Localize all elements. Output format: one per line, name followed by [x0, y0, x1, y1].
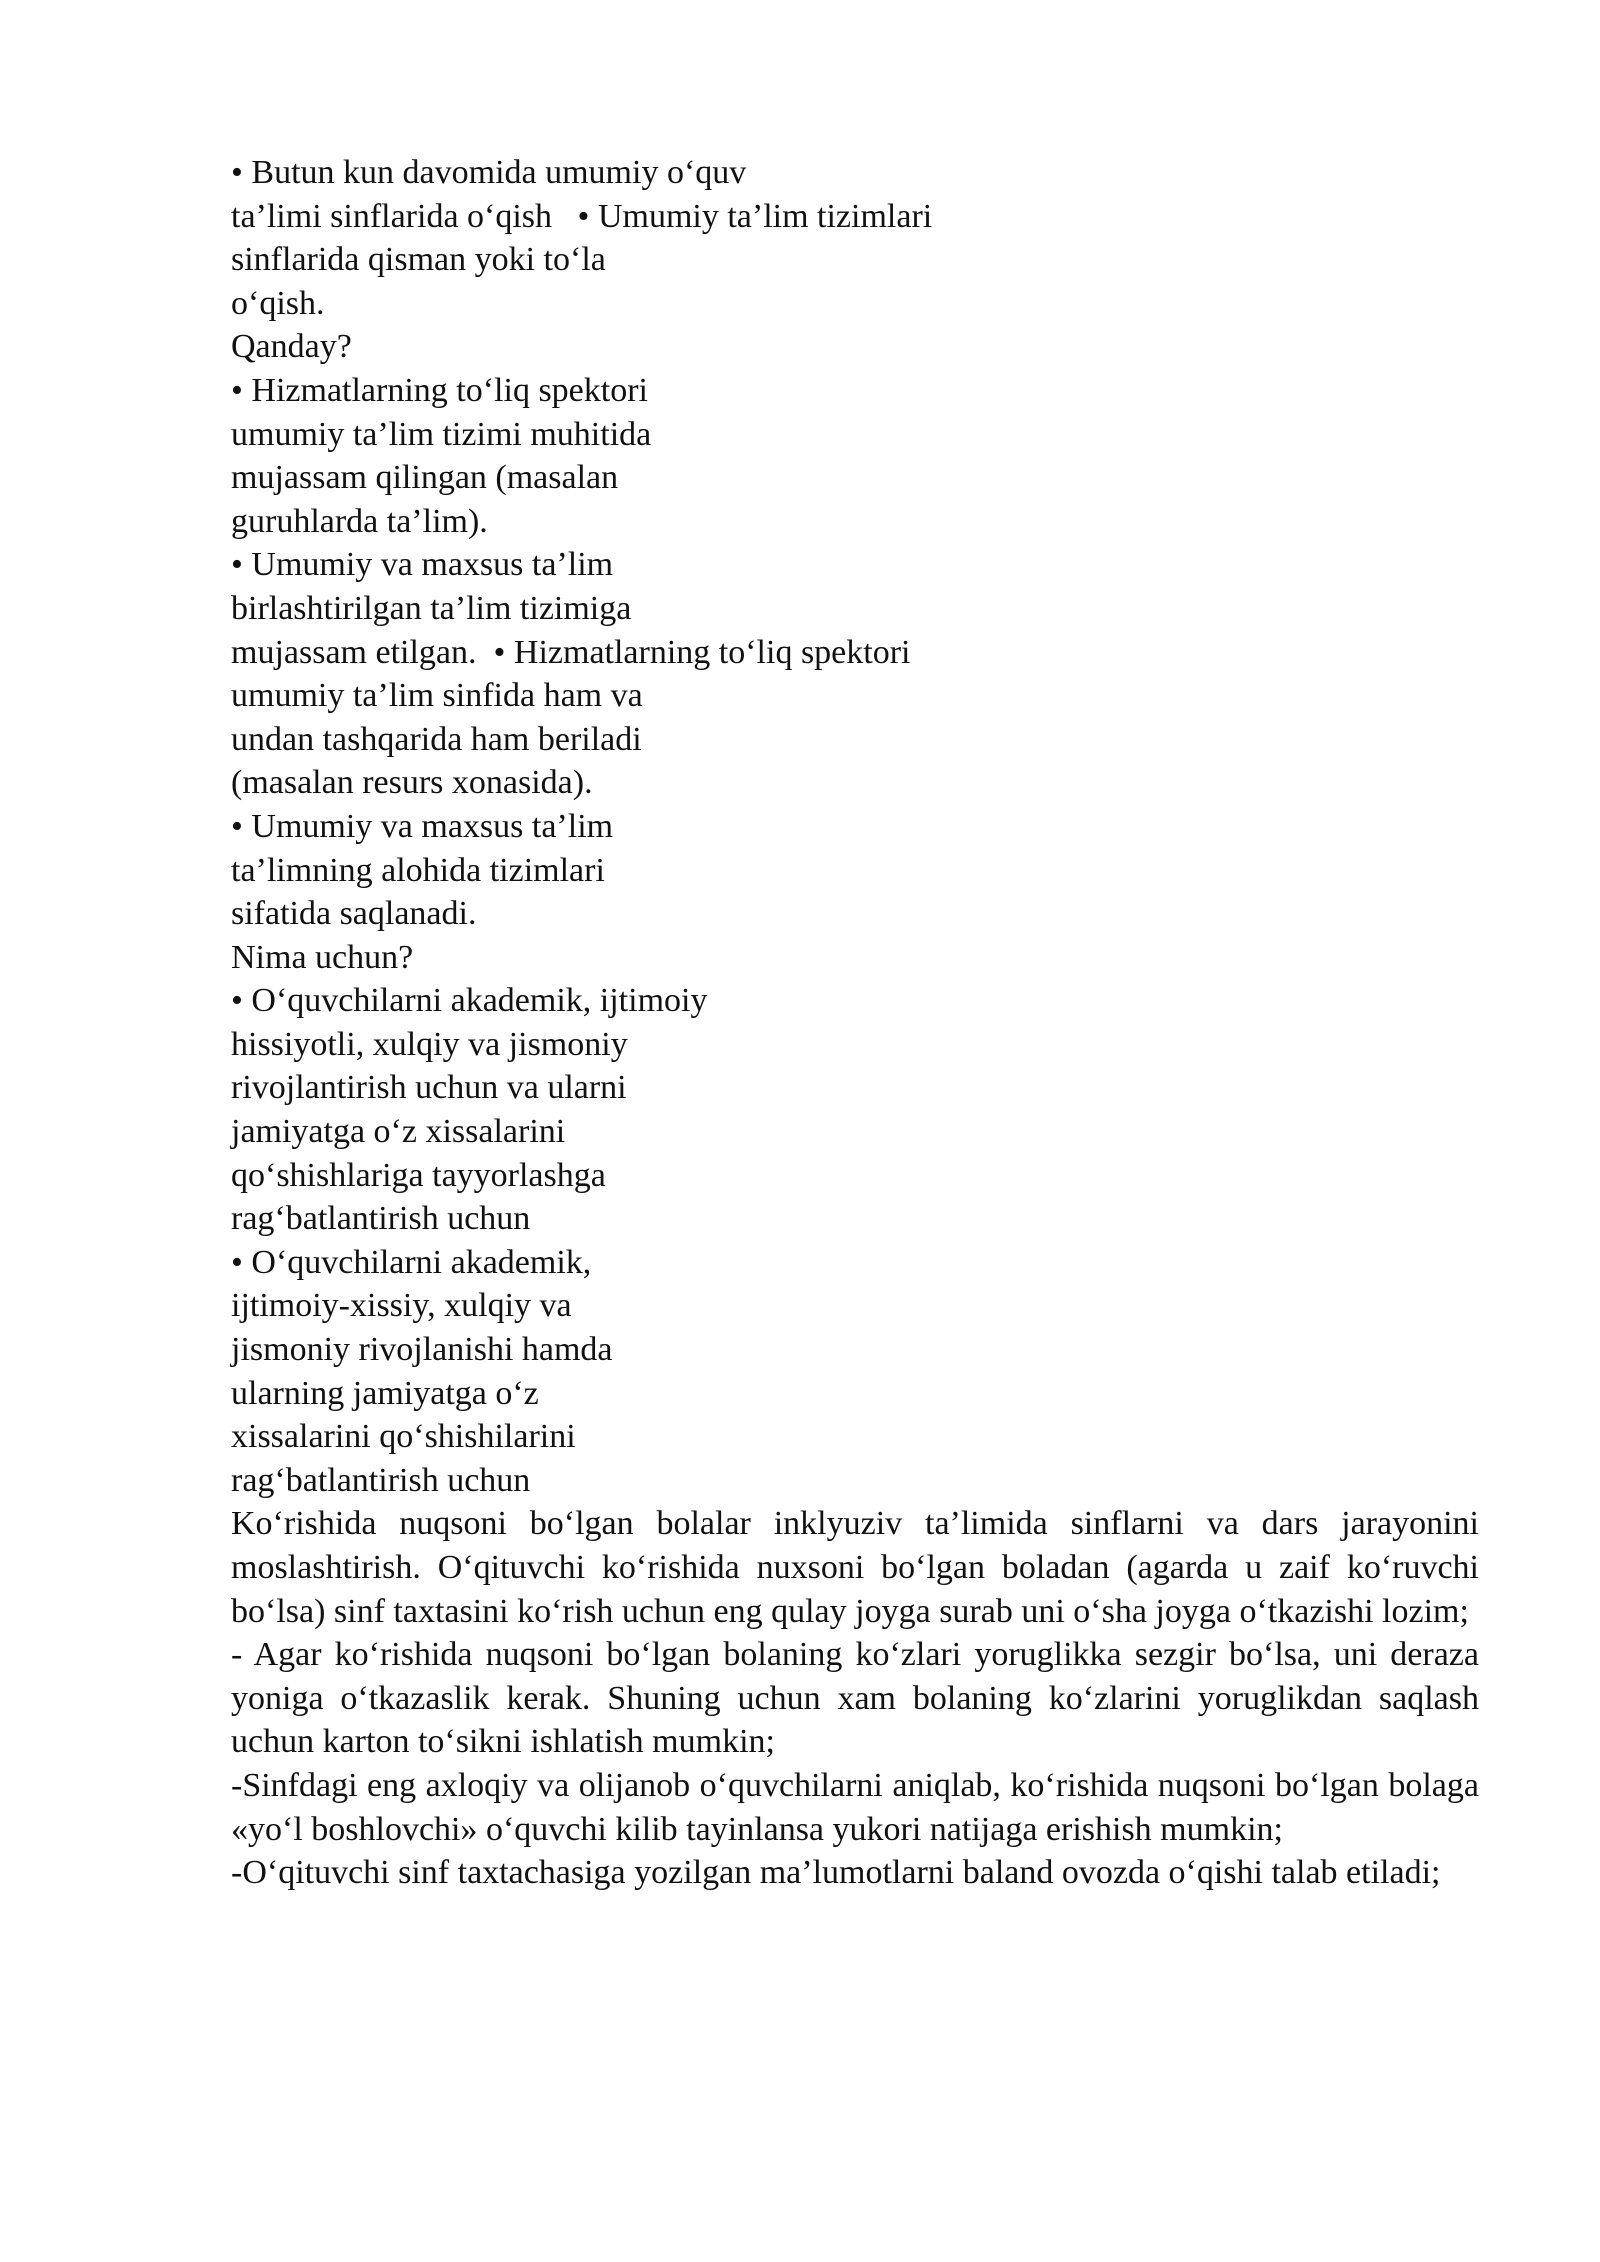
text-line: jismoniy rivojlanishi hamda [231, 1331, 613, 1369]
text-line: • O‘quvchilarni akademik, [231, 1243, 592, 1281]
text-line: sifatida saqlanadi. [231, 895, 477, 933]
text-line: qo‘shishlariga tayyorlashga [231, 1156, 606, 1194]
section-heading-qanday: Qanday? [231, 328, 352, 366]
section-heading-nima-uchun: Nima uchun? [231, 938, 414, 976]
text-line: umumiy ta’lim tizimi muhitida [231, 415, 652, 453]
text-line: o‘qish. [231, 284, 325, 322]
text-line: xissalarini qo‘shishilarini [231, 1418, 576, 1456]
text-line: • Umumiy va maxsus ta’lim [231, 546, 614, 584]
text-line: • Umumiy va maxsus ta’lim [231, 807, 614, 845]
text-line: mujassam qilingan (masalan [231, 459, 619, 497]
text-line: umumiy ta’lim sinfida ham va [231, 677, 643, 715]
text-line: guruhlarda ta’lim). [231, 502, 488, 540]
text-line: • Butun kun davomida umumiy o‘quv [231, 154, 747, 191]
text-line: sinflarida qisman yoki to‘la [231, 241, 606, 279]
text-line: (masalan resurs xonasida). [231, 764, 593, 802]
text-line: jamiyatga o‘z xissalarini [231, 1113, 566, 1151]
text-line: ta’limi sinflarida o‘qish • Umumiy ta’lim tizimlari [231, 197, 933, 235]
body-paragraph: - Agar ko‘rishida nuqsoni bo‘lgan bolaning ko‘zlari yoruglikka sezgir bo‘lsa, uni deraza yoniga o‘tkazaslik kerak. Shuning uchun xam bolaning ko‘zlarini yoruglikdan saqlash uchun karton to‘sikni ishlatish mumkin; [231, 1636, 1479, 1761]
text-line: • O‘quvchilarni akademik, ijtimoiy [231, 982, 708, 1020]
text-line: mujassam etilgan. • Hizmatlarning to‘liq spektori [231, 633, 911, 671]
document-body [231, 151, 1479, 1895]
text-line: rag‘batlantirish uchun [231, 1200, 531, 1238]
body-paragraph: -O‘qituvchi sinf taxtachasiga yozilgan ma’lumotlarni baland ovozda o‘qishi talab etiladi; [231, 1854, 1441, 1892]
body-paragraph: -Sinfdagi eng axloqiy va olijanob o‘quvchilarni aniqlab, ko‘rishida nuqsoni bo‘lgan bolaga «yo‘l boshlovchi» o‘quvchi kilib tayinlansa yukori natijaga erishish mumkin; [231, 1766, 1479, 1848]
text-line: hissiyotli, xulqiy va jismoniy [231, 1025, 628, 1063]
text-line: ijtimoiy-xissiy, xulqiy va [231, 1287, 572, 1325]
text-line: • Hizmatlarning to‘liq spektori [231, 371, 648, 409]
text-line: undan tashqarida ham beriladi [231, 720, 642, 758]
text-line: rag‘batlantirish uchun [231, 1461, 531, 1499]
text-line: rivojlantirish uchun va ularni [231, 1069, 627, 1107]
body-paragraph: Ko‘rishida nuqsoni bo‘lgan bolalar inklyuziv ta’limida sinflarni va dars jarayonini moslashtirish. O‘qituvchi ko‘rishida nuxsoni bo‘lgan boladan (agarda u zaif ko‘ruvchi bo‘lsa) sinf taxtasini ko‘rish uchun eng qulay joyga surab uni o‘sha joyga o‘tkazishi lozim; [231, 1505, 1479, 1630]
text-line: ularning jamiyatga o‘z [231, 1374, 539, 1412]
text-line: ta’limning alohida tizimlari [231, 851, 605, 889]
text-line: birlashtirilgan ta’lim tizimiga [231, 589, 632, 627]
